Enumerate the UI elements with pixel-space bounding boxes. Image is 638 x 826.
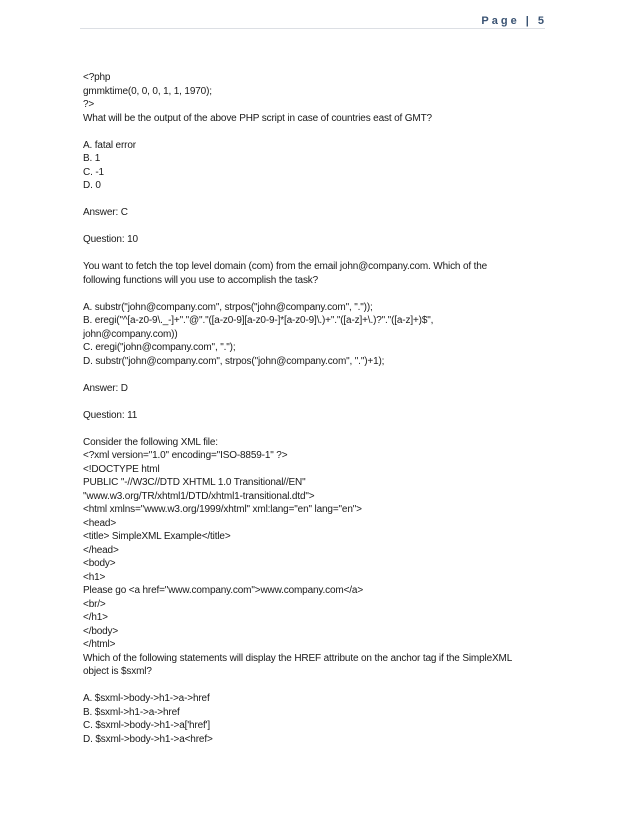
question-10 [83, 233, 553, 395]
xml-line: <html xmlns="www.w3.org/1999/xhtml" xml:lang="en" lang="en"> [83, 504, 362, 515]
xml-line: <br/> [83, 598, 106, 610]
xml-line: PUBLIC "-//W3C//DTD XHTML 1.0 Transitional//EN" [83, 477, 306, 488]
xml-line: <!DOCTYPE html [83, 463, 160, 475]
answer: Answer: C [83, 207, 128, 218]
option-b: B. 1 [83, 153, 101, 164]
option-d: D. 0 [83, 180, 101, 191]
xml-line: <?xml version="1.0" encoding="ISO-8859-1" ?> [83, 450, 288, 461]
option-c: C. $sxml->body->h1->a['href'] [83, 720, 211, 731]
question-text: You want to fetch the top level domain (com) from the email john@company.com. Which of the [83, 261, 488, 272]
question-heading: Question: 10 [83, 234, 138, 245]
question-text: object is $sxml? [83, 666, 152, 677]
spacer [83, 220, 553, 234]
xml-line: </html> [83, 639, 116, 650]
spacer [83, 395, 553, 409]
xml-line: </body> [83, 625, 119, 637]
option-b: B. $sxml->h1->a->href [83, 706, 180, 718]
option-a: A. $sxml->body->h1->a->href [83, 693, 210, 704]
spacer [83, 679, 553, 693]
option-a: A. fatal error [83, 139, 136, 151]
xml-line: </head> [83, 544, 119, 556]
answer: Answer: D [83, 382, 128, 394]
code-line: <?php [83, 72, 111, 83]
code-line: ?> [83, 99, 95, 110]
document-body [83, 71, 553, 746]
page-number: Page | 5 [481, 15, 547, 27]
question-intro: Consider the following XML file: [83, 436, 218, 448]
xml-line: </h1> [83, 612, 108, 623]
spacer [83, 368, 553, 382]
xml-line: "www.w3.org/TR/xhtml1/DTD/xhtml1-transitional.dtd"> [83, 490, 315, 502]
xml-line: <body> [83, 558, 116, 569]
option-a: A. substr("john@company.com", strpos("john@company.com", ".")); [83, 301, 373, 313]
option-c: C. eregi("john@company.com", "."); [83, 342, 236, 353]
code-line: gmmktime(0, 0, 0, 1, 1, 1970); [83, 85, 212, 97]
xml-line: <title> SimpleXML Example</title> [83, 531, 231, 542]
question-text: following functions will you use to accomplish the task? [83, 274, 319, 286]
page-header [80, 11, 545, 29]
spacer [83, 193, 553, 207]
xml-line: Please go <a href="www.company.com">www.company.com</a> [83, 585, 364, 596]
question-text: What will be the output of the above PHP script in case of countries east of GMT? [83, 112, 432, 124]
option-b-continued: john@company.com)) [83, 328, 178, 340]
spacer [83, 287, 553, 301]
question-9 [83, 71, 553, 220]
spacer [83, 125, 553, 139]
question-text: Which of the following statements will display the HREF attribute on the anchor tag if the SimpleXML [83, 652, 513, 664]
question-heading: Question: 11 [83, 409, 138, 421]
option-d: D. $sxml->body->h1->a<href> [83, 733, 213, 745]
question-11 [83, 409, 553, 747]
option-b: B. eregi("^[a-z0-9\._-]+"."@"."([a-z0-9][a-z0-9-]*[a-z0-9]\.)+"."([a-z]+\.)?"."([a-z]+)$", [83, 315, 434, 326]
xml-line: <head> [83, 517, 117, 529]
option-c: C. -1 [83, 166, 104, 178]
spacer [83, 422, 553, 436]
xml-line: <h1> [83, 571, 106, 583]
spacer [83, 247, 553, 261]
option-d: D. substr("john@company.com", strpos("john@company.com", ".")+1); [83, 355, 385, 367]
